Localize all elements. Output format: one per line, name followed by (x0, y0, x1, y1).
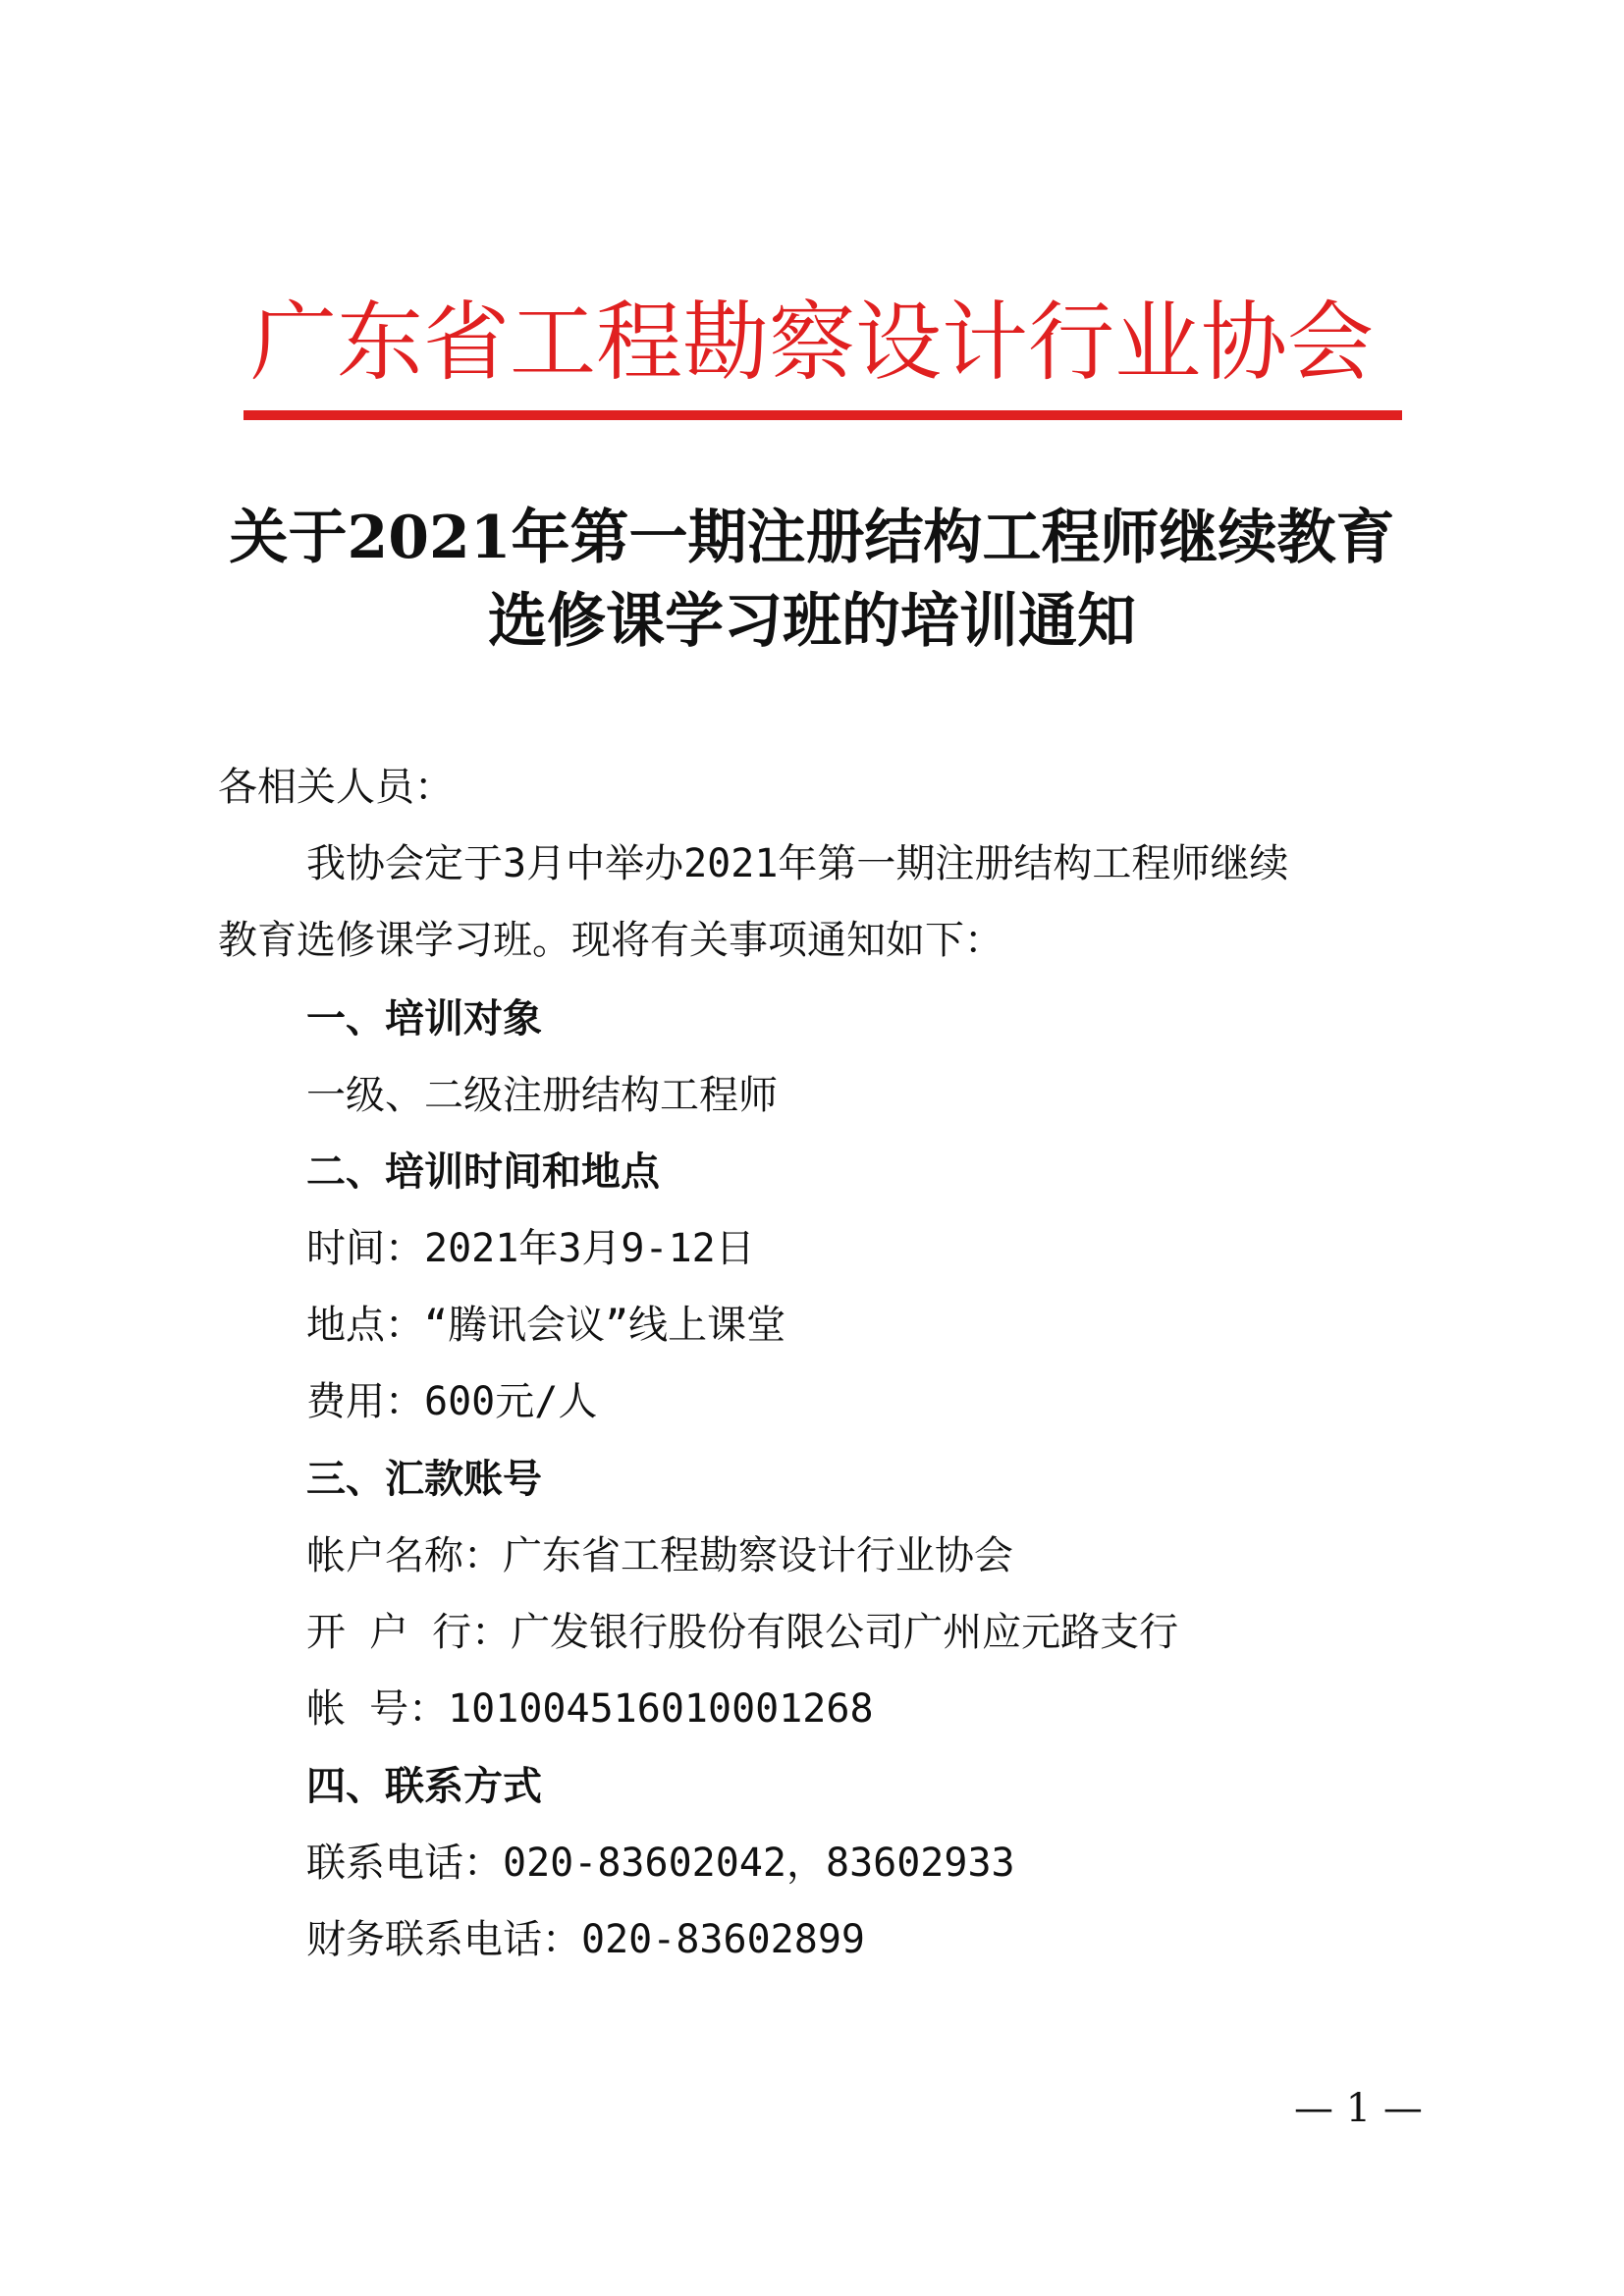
finance-contact-phone: 财务联系电话：020-83602899 (306, 1917, 865, 1962)
account-number: 帐 号：101004516010001268 (306, 1686, 874, 1732)
training-place: 地点：“腾讯会议”线上课堂 (306, 1303, 786, 1348)
intro-paragraph-line-2: 教育选修课学习班。现将有关事项通知如下： (218, 918, 1003, 963)
training-time: 时间：2021年3月9-12日 (306, 1226, 755, 1271)
training-target: 一级、二级注册结构工程师 (306, 1073, 778, 1118)
bank-name: 开 户 行：广发银行股份有限公司广州应元路支行 (306, 1610, 1179, 1655)
section-2-heading: 二、培训时间和地点 (306, 1149, 660, 1195)
salutation: 各相关人员： (218, 765, 454, 810)
section-4-heading: 四、联系方式 (306, 1764, 542, 1809)
page-number: — 1 — (1294, 2086, 1423, 2131)
training-fee: 费用：600元/人 (306, 1379, 598, 1424)
contact-phone: 联系电话：020-83602042，83602933 (306, 1841, 1015, 1886)
intro-paragraph-line-1: 我协会定于3月中举办2021年第一期注册结构工程师继续 (306, 841, 1289, 886)
document-title-line-2: 选修课学习班的培训通知 (488, 587, 1136, 656)
document-title-line-1: 关于2021年第一期注册结构工程师继续教育 (229, 504, 1395, 572)
section-3-heading: 三、汇款账号 (306, 1457, 542, 1502)
account-name: 帐户名称：广东省工程勘察设计行业协会 (306, 1533, 1013, 1578)
section-1-heading: 一、培训对象 (306, 996, 542, 1041)
letterhead-red-rule (244, 410, 1402, 420)
letterhead-title: 广东省工程勘察设计行业协会 (249, 292, 1374, 393)
